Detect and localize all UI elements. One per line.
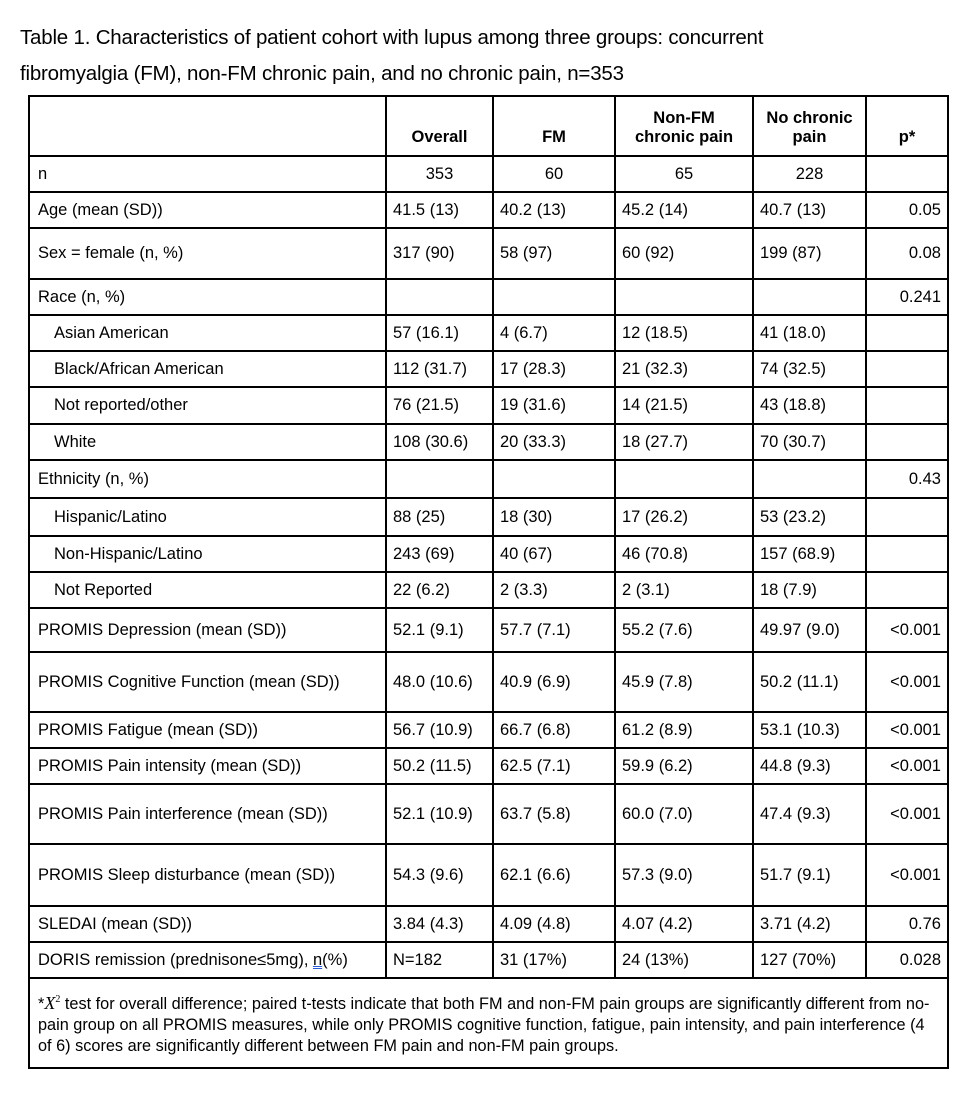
cell-overall: N=182 bbox=[386, 942, 493, 978]
cell-nopain bbox=[753, 460, 866, 498]
row-label-suffix: (%) bbox=[322, 950, 348, 969]
cell-nonfm: 46 (70.8) bbox=[615, 536, 753, 572]
header-nonfm-line2: chronic pain bbox=[634, 128, 734, 146]
table-row bbox=[29, 784, 948, 844]
cell-nopain: 3.71 (4.2) bbox=[753, 906, 866, 942]
cell-p: <0.001 bbox=[866, 608, 948, 652]
row-label: Hispanic/Latino bbox=[29, 498, 386, 536]
table-row bbox=[29, 228, 948, 279]
cell-fm: 58 (97) bbox=[493, 228, 615, 279]
row-label: Black/African American bbox=[29, 351, 386, 387]
header-nopain bbox=[753, 96, 866, 156]
cell-overall: 76 (21.5) bbox=[386, 387, 493, 424]
cell-p bbox=[866, 351, 948, 387]
chi-symbol: X bbox=[44, 993, 56, 1013]
cell-p: 0.028 bbox=[866, 942, 948, 978]
characteristics-table bbox=[28, 95, 949, 1069]
header-nonfm-line1: Non-FM bbox=[653, 109, 715, 127]
cell-overall: 41.5 (13) bbox=[386, 192, 493, 228]
cell-p: 0.08 bbox=[866, 228, 948, 279]
header-overall: Overall bbox=[386, 96, 493, 156]
cell-nopain: 199 (87) bbox=[753, 228, 866, 279]
cell-nonfm: 57.3 (9.0) bbox=[615, 844, 753, 906]
header-label bbox=[29, 96, 386, 156]
cell-nonfm: 12 (18.5) bbox=[615, 315, 753, 351]
table-caption bbox=[20, 20, 960, 92]
cell-nonfm: 45.2 (14) bbox=[615, 192, 753, 228]
table-row bbox=[29, 748, 948, 784]
cell-overall: 88 (25) bbox=[386, 498, 493, 536]
cell-p: 0.05 bbox=[866, 192, 948, 228]
row-label-n: n bbox=[312, 950, 323, 969]
header-nopain-line2: pain bbox=[792, 128, 827, 146]
cell-nonfm: 55.2 (7.6) bbox=[615, 608, 753, 652]
cell-nonfm: 18 (27.7) bbox=[615, 424, 753, 460]
cell-p: 0.76 bbox=[866, 906, 948, 942]
table-row bbox=[29, 844, 948, 906]
row-label: PROMIS Cognitive Function (mean (SD)) bbox=[29, 652, 386, 712]
row-label: SLEDAI (mean (SD)) bbox=[29, 906, 386, 942]
cell-p bbox=[866, 424, 948, 460]
cell-nonfm: 61.2 (8.9) bbox=[615, 712, 753, 748]
cell-fm: 2 (3.3) bbox=[493, 572, 615, 608]
row-label-prefix: DORIS remission (prednisone≤5mg), bbox=[38, 950, 313, 969]
cell-overall: 52.1 (10.9) bbox=[386, 784, 493, 844]
chi-square-symbol bbox=[44, 993, 60, 1013]
cell-nopain: 74 (32.5) bbox=[753, 351, 866, 387]
cell-nopain: 40.7 (13) bbox=[753, 192, 866, 228]
cell-p: <0.001 bbox=[866, 712, 948, 748]
cell-nopain: 53 (23.2) bbox=[753, 498, 866, 536]
cell-p: 0.43 bbox=[866, 460, 948, 498]
cell-fm: 31 (17%) bbox=[493, 942, 615, 978]
cell-fm: 60 bbox=[493, 156, 615, 192]
cell-nonfm bbox=[615, 279, 753, 315]
table-row bbox=[29, 712, 948, 748]
cell-overall: 353 bbox=[386, 156, 493, 192]
table-row bbox=[29, 156, 948, 192]
cell-fm: 62.1 (6.6) bbox=[493, 844, 615, 906]
cell-p: <0.001 bbox=[866, 784, 948, 844]
cell-overall: 3.84 (4.3) bbox=[386, 906, 493, 942]
cell-p: 0.241 bbox=[866, 279, 948, 315]
cell-fm: 20 (33.3) bbox=[493, 424, 615, 460]
cell-nopain: 49.97 (9.0) bbox=[753, 608, 866, 652]
cell-p bbox=[866, 536, 948, 572]
cell-nonfm: 4.07 (4.2) bbox=[615, 906, 753, 942]
footnote bbox=[29, 978, 948, 1068]
caption-line-2: fibromyalgia (FM), non-FM chronic pain, and no chronic pain, n=353 bbox=[20, 62, 624, 85]
table-row bbox=[29, 387, 948, 424]
cell-fm bbox=[493, 279, 615, 315]
footnote-text: test for overall difference; paired t-tests indicate that both FM and non-FM pain groups are significantly different from no-pain group on all PROMIS measures, while only PROMIS cognitive function, fatigue, pain intensity, and pain interference (4 of 6) scores are significantly different between FM pain and non-FM pain groups. bbox=[38, 995, 930, 1055]
header-p: p* bbox=[866, 96, 948, 156]
chi-superscript: 2 bbox=[55, 994, 61, 1005]
table-row bbox=[29, 652, 948, 712]
header-fm: FM bbox=[493, 96, 615, 156]
cell-overall: 22 (6.2) bbox=[386, 572, 493, 608]
cell-nopain: 18 (7.9) bbox=[753, 572, 866, 608]
row-label: PROMIS Sleep disturbance (mean (SD)) bbox=[29, 844, 386, 906]
table-row bbox=[29, 351, 948, 387]
header-nonfm bbox=[615, 96, 753, 156]
cell-p bbox=[866, 315, 948, 351]
cell-nopain: 47.4 (9.3) bbox=[753, 784, 866, 844]
cell-nonfm: 14 (21.5) bbox=[615, 387, 753, 424]
row-label: Asian American bbox=[29, 315, 386, 351]
cell-overall: 54.3 (9.6) bbox=[386, 844, 493, 906]
table-row bbox=[29, 279, 948, 315]
cell-fm: 40.9 (6.9) bbox=[493, 652, 615, 712]
cell-fm: 19 (31.6) bbox=[493, 387, 615, 424]
cell-nonfm: 45.9 (7.8) bbox=[615, 652, 753, 712]
row-label: Race (n, %) bbox=[29, 279, 386, 315]
row-label: White bbox=[29, 424, 386, 460]
cell-p bbox=[866, 572, 948, 608]
row-label: n bbox=[29, 156, 386, 192]
cell-overall: 112 (31.7) bbox=[386, 351, 493, 387]
caption-line-1: Table 1. Characteristics of patient cohort with lupus among three groups: concurrent bbox=[20, 26, 764, 49]
table-row bbox=[29, 572, 948, 608]
cell-nonfm: 21 (32.3) bbox=[615, 351, 753, 387]
row-label: Non-Hispanic/Latino bbox=[29, 536, 386, 572]
cell-nonfm: 24 (13%) bbox=[615, 942, 753, 978]
cell-nopain: 44.8 (9.3) bbox=[753, 748, 866, 784]
table-row bbox=[29, 906, 948, 942]
table-row bbox=[29, 498, 948, 536]
cell-overall: 317 (90) bbox=[386, 228, 493, 279]
cell-fm: 40.2 (13) bbox=[493, 192, 615, 228]
table-row bbox=[29, 942, 948, 978]
footnote-star: * bbox=[38, 995, 45, 1013]
row-label: PROMIS Pain interference (mean (SD)) bbox=[29, 784, 386, 844]
cell-overall: 108 (30.6) bbox=[386, 424, 493, 460]
cell-nonfm: 59.9 (6.2) bbox=[615, 748, 753, 784]
cell-fm: 4.09 (4.8) bbox=[493, 906, 615, 942]
cell-nopain: 50.2 (11.1) bbox=[753, 652, 866, 712]
cell-p: <0.001 bbox=[866, 652, 948, 712]
table-row bbox=[29, 315, 948, 351]
cell-fm bbox=[493, 460, 615, 498]
cell-p bbox=[866, 498, 948, 536]
cell-overall bbox=[386, 279, 493, 315]
table-row bbox=[29, 424, 948, 460]
cell-nopain: 51.7 (9.1) bbox=[753, 844, 866, 906]
cell-overall: 48.0 (10.6) bbox=[386, 652, 493, 712]
cell-overall: 50.2 (11.5) bbox=[386, 748, 493, 784]
cell-p bbox=[866, 387, 948, 424]
cell-nonfm: 60 (92) bbox=[615, 228, 753, 279]
cell-nopain: 41 (18.0) bbox=[753, 315, 866, 351]
cell-overall bbox=[386, 460, 493, 498]
cell-fm: 57.7 (7.1) bbox=[493, 608, 615, 652]
cell-fm: 18 (30) bbox=[493, 498, 615, 536]
cell-nonfm: 65 bbox=[615, 156, 753, 192]
table-row bbox=[29, 608, 948, 652]
cell-overall: 57 (16.1) bbox=[386, 315, 493, 351]
table-row bbox=[29, 192, 948, 228]
header-nopain-line1: No chronic bbox=[766, 109, 853, 127]
row-label: Not Reported bbox=[29, 572, 386, 608]
cell-nopain: 43 (18.8) bbox=[753, 387, 866, 424]
row-label: Age (mean (SD)) bbox=[29, 192, 386, 228]
footnote-row bbox=[29, 978, 948, 1068]
row-label: Not reported/other bbox=[29, 387, 386, 424]
cell-nopain: 157 (68.9) bbox=[753, 536, 866, 572]
cell-nopain: 70 (30.7) bbox=[753, 424, 866, 460]
cell-p: <0.001 bbox=[866, 844, 948, 906]
row-label: PROMIS Pain intensity (mean (SD)) bbox=[29, 748, 386, 784]
row-label: Ethnicity (n, %) bbox=[29, 460, 386, 498]
cell-fm: 4 (6.7) bbox=[493, 315, 615, 351]
cell-nonfm: 60.0 (7.0) bbox=[615, 784, 753, 844]
row-label: PROMIS Fatigue (mean (SD)) bbox=[29, 712, 386, 748]
cell-nopain: 127 (70%) bbox=[753, 942, 866, 978]
table-row bbox=[29, 536, 948, 572]
cell-fm: 63.7 (5.8) bbox=[493, 784, 615, 844]
cell-nopain: 228 bbox=[753, 156, 866, 192]
cell-fm: 66.7 (6.8) bbox=[493, 712, 615, 748]
cell-fm: 17 (28.3) bbox=[493, 351, 615, 387]
cell-nopain bbox=[753, 279, 866, 315]
cell-fm: 40 (67) bbox=[493, 536, 615, 572]
row-label bbox=[29, 942, 386, 978]
cell-fm: 62.5 (7.1) bbox=[493, 748, 615, 784]
cell-nopain: 53.1 (10.3) bbox=[753, 712, 866, 748]
row-label: Sex = female (n, %) bbox=[29, 228, 386, 279]
header-row bbox=[29, 96, 948, 156]
cell-nonfm: 2 (3.1) bbox=[615, 572, 753, 608]
table-body bbox=[29, 156, 948, 978]
cell-nonfm: 17 (26.2) bbox=[615, 498, 753, 536]
table-row bbox=[29, 460, 948, 498]
row-label: PROMIS Depression (mean (SD)) bbox=[29, 608, 386, 652]
cell-overall: 56.7 (10.9) bbox=[386, 712, 493, 748]
cell-nonfm bbox=[615, 460, 753, 498]
cell-p: <0.001 bbox=[866, 748, 948, 784]
cell-p bbox=[866, 156, 948, 192]
cell-overall: 243 (69) bbox=[386, 536, 493, 572]
cell-overall: 52.1 (9.1) bbox=[386, 608, 493, 652]
